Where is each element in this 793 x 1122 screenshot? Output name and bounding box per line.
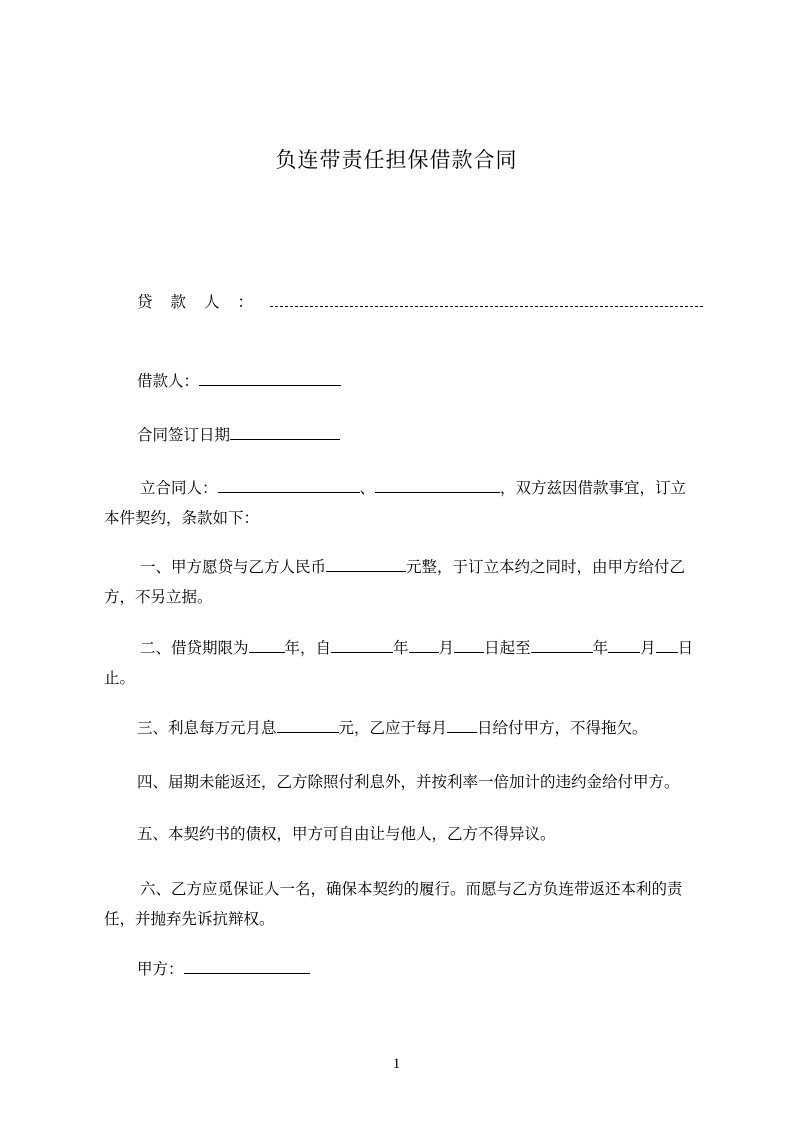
parties-sep: 、 — [359, 479, 376, 497]
clause-2-text-b: 年，自 — [284, 639, 332, 657]
parties-suffix: ，双方兹因借款事宜，订立本件契约，条款如下： — [104, 479, 687, 527]
party-b-blank — [375, 477, 500, 493]
clause-2-text-d: 月 — [438, 639, 455, 657]
clause-3 — [104, 713, 700, 743]
clause-3-text-b: 元，乙应于每月 — [338, 719, 448, 737]
clause-1-text-a: 一、甲方愿贷与乙方人民币 — [140, 558, 327, 576]
clause-5: 五、本契约书的债权，甲方可自由让与他人，乙方不得异议。 — [137, 825, 556, 843]
borrower-label: 借款人： — [137, 372, 200, 390]
clause-2-text-g: 月 — [640, 639, 656, 657]
document-title: 负连带责任担保借款合同 — [275, 148, 518, 172]
clause-2-text-h: 日止。 — [104, 639, 694, 687]
party-a-blank — [218, 477, 360, 493]
borrower-line — [137, 370, 341, 392]
lender-line — [137, 290, 703, 314]
lender-blank — [270, 306, 703, 307]
clause-6: 六、乙方应觅保证人一名，确保本契约的履行。而愿与乙方负连带返还本利的责任，并抛弃先诉抗辩权。 — [104, 880, 683, 928]
clause-3-day-blank — [447, 717, 477, 733]
party-a-signature-blank — [184, 958, 310, 974]
parties-prefix: 立合同人： — [140, 479, 218, 497]
party-a-line — [137, 958, 310, 980]
clause-2-start-day-blank — [454, 637, 484, 653]
clause-1 — [104, 552, 700, 612]
borrower-blank — [199, 370, 341, 386]
clause-2-end-year-blank — [531, 637, 593, 653]
sign-date-line — [137, 424, 340, 446]
clause-2-text-e: 日起至 — [484, 639, 531, 657]
clause-2-start-month-blank — [409, 637, 439, 653]
clause-3-text-c: 日给付甲方，不得拖欠。 — [477, 719, 648, 737]
clause-2-end-day-blank — [656, 637, 678, 653]
lender-label: 贷款人： — [137, 293, 272, 311]
clause-4: 四、届期未能返还，乙方除照付利息外，并按利率一倍加计的违约金给付甲方。 — [137, 773, 680, 791]
clause-2-text-f: 年 — [592, 639, 609, 657]
clause-1-amount-blank — [326, 556, 406, 572]
clause-3-interest-blank — [277, 717, 339, 733]
parties-paragraph — [104, 473, 700, 533]
page-number: 1 — [392, 1056, 401, 1072]
clause-2-years-blank — [249, 637, 285, 653]
clause-2-start-year-blank — [331, 637, 393, 653]
clause-2-end-month-blank — [608, 637, 640, 653]
clause-2-text-a: 二、借贷期限为 — [140, 639, 249, 657]
party-a-label: 甲方： — [137, 960, 184, 978]
sign-date-blank — [230, 424, 340, 440]
clause-2-text-c: 年 — [393, 639, 409, 657]
sign-date-label: 合同签订日期 — [137, 426, 231, 444]
clause-2 — [104, 633, 700, 693]
clause-1-text-b: 元整，于订立本约之同时，由甲方给付乙方，不另立据。 — [104, 558, 686, 606]
clause-3-text-a: 三、利息每万元月息 — [137, 719, 277, 737]
